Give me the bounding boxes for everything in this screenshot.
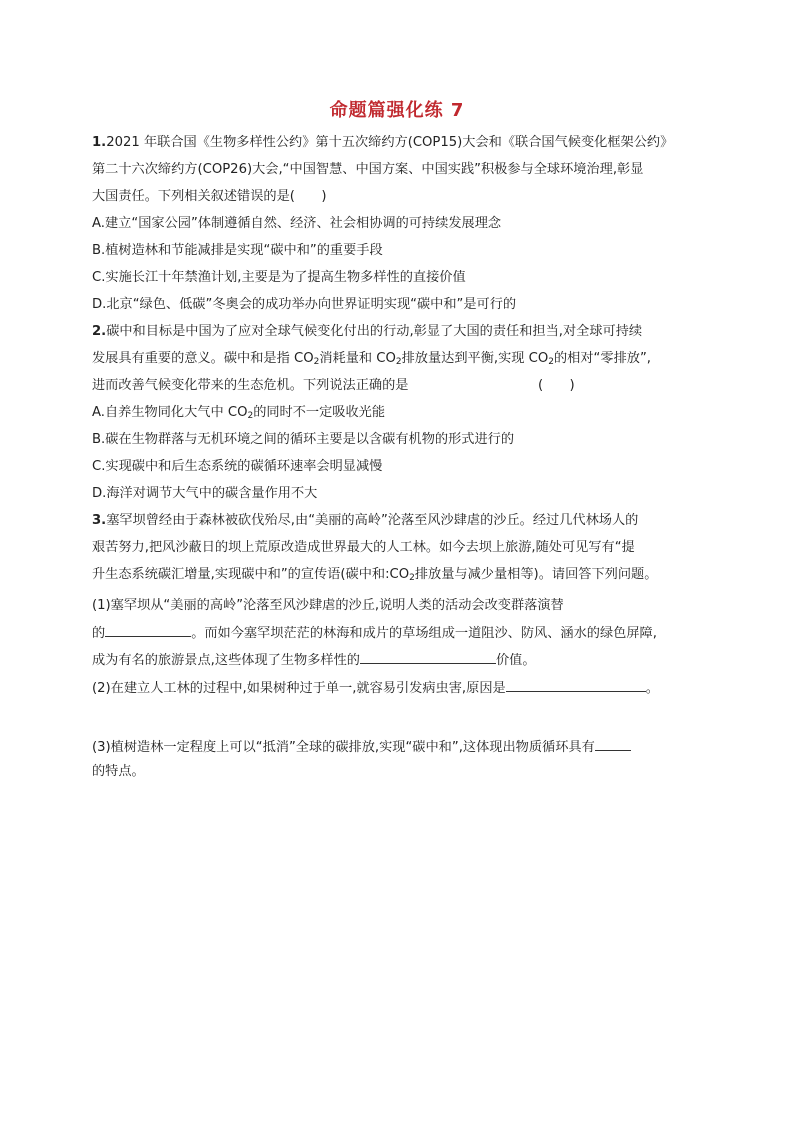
answer-blank-2[interactable] xyxy=(360,651,496,664)
q2-stem-line-1 xyxy=(92,324,642,340)
q3-part1-text-b: 。而如今塞罕坝茫茫的林海和成片的草场组成一道阻沙、防风、涵水的绿色屏障, xyxy=(191,626,657,641)
subscript-2: 2 xyxy=(247,411,254,421)
answer-blank-4[interactable] xyxy=(595,738,631,751)
q2-text-d: 的相对“零排放”, xyxy=(554,351,651,366)
q1-stem-line-2: 第二十六次缔约方(COP26)大会,“中国智慧、中国方案、中国实践”积极参与全球环境治理,彰显 xyxy=(92,162,644,177)
q2-option-c: C.实现碳中和后生态系统的碳循环速率会明显减慢 xyxy=(92,459,383,474)
page-title: 命题篇强化练 7 xyxy=(329,100,465,121)
q3-stem-line-2: 艰苦努力,把风沙蔽日的坝上荒原改造成世界最大的人工林。如今去坝上旅游,随处可见写有“提 xyxy=(92,540,635,555)
q3-part3-text: (3)植树造林一定程度上可以“抵消”全球的碳排放,实现“碳中和”,这体现出物质循环具有 xyxy=(92,740,595,755)
q2-answer-paren: ( ) xyxy=(538,378,575,393)
q3-part1-line-2 xyxy=(92,624,657,642)
q2-number: 2. xyxy=(92,324,107,339)
q2-option-d: D.海洋对调节大气中的碳含量作用不大 xyxy=(92,486,318,501)
q3-part2-end: 。 xyxy=(645,681,659,696)
q3-stem-line-1 xyxy=(92,513,638,529)
q2-stem-text-1: 碳中和目标是中国为了应对全球气候变化付出的行动,彰显了大国的责任和担当,对全球可持续 xyxy=(106,324,643,339)
q3-part1-text-c: 成为有名的旅游景点,这些体现了生物多样性的 xyxy=(92,653,360,668)
q3-part3-line-2: 的特点。 xyxy=(92,764,145,779)
q2-stem-line-3: 进而改善气候变化带来的生态危机。下列说法正确的是 xyxy=(92,378,409,393)
subscript-2: 2 xyxy=(395,357,402,367)
q1-option-a: A.建立“国家公园”体制遵循自然、经济、社会相协调的可持续发展理念 xyxy=(92,216,502,231)
q2-option-b: B.碳在生物群落与无机环境之间的循环主要是以含碳有机物的形式进行的 xyxy=(92,432,515,447)
q1-option-c: C.实施长江十年禁渔计划,主要是为了提高生物多样性的直接价值 xyxy=(92,270,466,285)
subscript-2: 2 xyxy=(313,357,320,367)
q3-part3-line-1 xyxy=(92,738,631,756)
answer-blank-3[interactable] xyxy=(506,679,646,692)
q2-text-a: 发展具有重要的意义。碳中和是指 CO xyxy=(92,351,314,366)
q2-option-a xyxy=(92,405,385,424)
q1-option-b: B.植树造林和节能减排是实现“碳中和”的重要手段 xyxy=(92,243,383,258)
q3-part1-text-d: 价值。 xyxy=(495,653,536,668)
q2-stem-line-2 xyxy=(92,351,651,370)
q3-part1-line-3 xyxy=(92,651,536,669)
q2-text-b: 消耗量和 CO xyxy=(319,351,396,366)
q1-number: 1. xyxy=(92,135,107,150)
subscript-2: 2 xyxy=(409,573,415,583)
q2-option-a-text-a: A.自养生物同化大气中 CO xyxy=(92,405,248,420)
q3-part1-text-a: 的 xyxy=(92,626,106,641)
q1-stem-text-1: 2021 年联合国《生物多样性公约》第十五次缔约方(COP15)大会和《联合国气候变化框架公约》 xyxy=(106,135,674,150)
q2-text-c: 排放量达到平衡,实现 CO xyxy=(401,351,549,366)
q3-part2-line xyxy=(92,679,659,697)
q1-stem-line-3: 大国责任。下列相关叙述错误的是( ) xyxy=(92,189,327,204)
subscript-2: 2 xyxy=(548,357,554,367)
q3-stem-text-1: 塞罕坝曾经由于森林被砍伐殆尽,由“美丽的高岭”沦落至风沙肆虐的沙丘。经过几代林场人的 xyxy=(106,513,639,528)
answer-blank-1[interactable] xyxy=(105,624,191,637)
q3-text-a: 升生态系统碳汇增量,实现碳中和”的宣传语(碳中和:CO xyxy=(92,567,410,582)
q3-part2-text: (2)在建立人工林的过程中,如果树种过于单一,就容易引发病虫害,原因是 xyxy=(92,681,506,696)
q1-option-d: D.北京“绿色、低碳”冬奥会的成功举办向世界证明实现“碳中和”是可行的 xyxy=(92,297,517,312)
q3-stem-line-3 xyxy=(92,567,657,586)
q3-part1-line-1: (1)塞罕坝从“美丽的高岭”沦落至风沙肆虐的沙丘,说明人类的活动会改变群落演替 xyxy=(92,598,564,613)
q1-stem-line-1 xyxy=(92,135,673,151)
q2-option-a-text-b: 的同时不一定吸收光能 xyxy=(253,405,386,420)
q3-text-b: 排放量与减少量相等)。请回答下列问题。 xyxy=(414,567,658,582)
q3-number: 3. xyxy=(92,513,107,528)
